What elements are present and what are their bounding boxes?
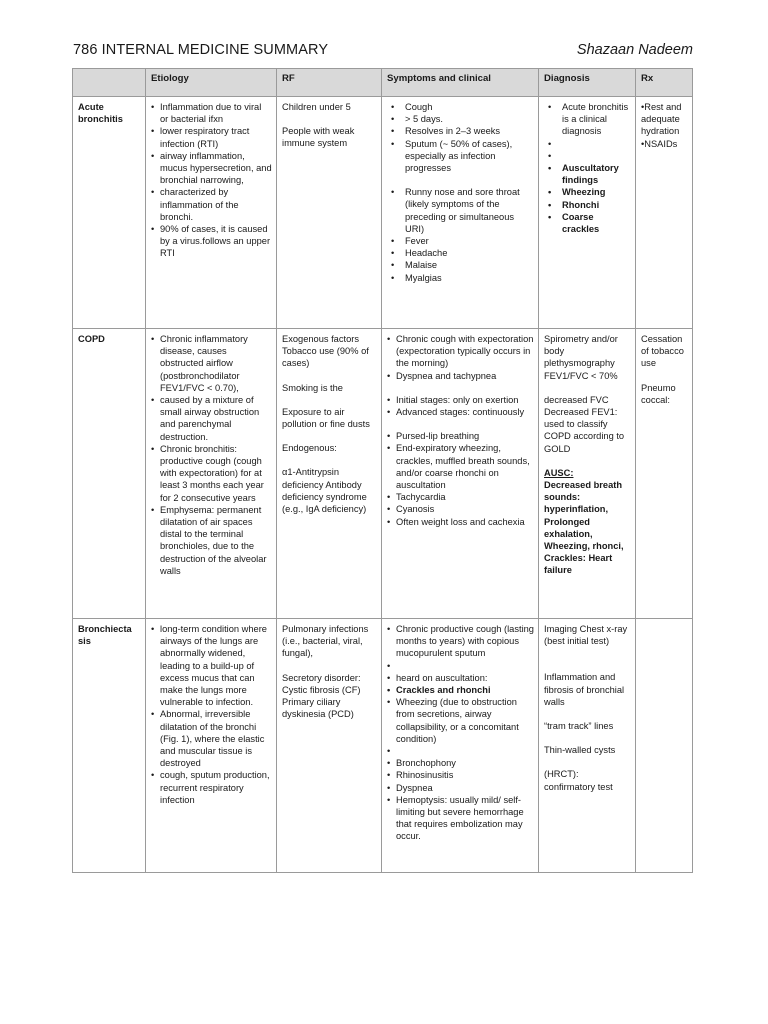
list-item: • Inflammation due to viral or bacterial ifxn	[151, 101, 272, 125]
rf-text: Exogenous factors Tobacco use (90% of cases)	[282, 334, 369, 369]
list-item: • Fever	[387, 235, 534, 247]
list-item: • characterized by inflammation of the bronchi.	[151, 186, 272, 223]
header-symptoms: Symptoms and clinical	[382, 69, 539, 97]
disease-name: COPD	[73, 329, 146, 619]
list-item: • Wheezing (due to obstruction from secretions, airway collapsibility, or a concomitant condition)	[387, 696, 534, 745]
list-item: • End-expiratory wheezing, crackles, muffled breath sounds, and/or coarse rhonchi on auscultation	[387, 442, 534, 491]
diagnosis-cell	[539, 619, 636, 873]
list-item: • Auscultatory findings	[544, 162, 631, 186]
list-item: • Cyanosis	[387, 503, 534, 515]
diagnosis-text: (HRCT): confirmatory test	[544, 769, 613, 792]
list-item: • Chronic cough with expectoration (expectoration typically occurs in the morning)	[387, 333, 534, 370]
list-item: • Cough	[387, 101, 534, 113]
symptoms-list	[387, 101, 534, 284]
rf-cell	[277, 329, 382, 619]
list-item: • Crackles and rhonchi	[387, 684, 534, 696]
diagnosis-fvc: decreased FVC Decreased FEV1: used to classify COPD according to GOLD	[544, 394, 625, 454]
list-item: • Abnormal, irreversible dilatation of the bronchi (Fig. 1), where the elastic and muscular tissue is destroyed	[151, 708, 272, 769]
list-item	[387, 660, 534, 672]
list-item: • Dyspnea	[387, 782, 534, 794]
list-item: • Pursed-lip breathing	[387, 430, 534, 442]
list-item	[544, 138, 631, 150]
disease-name: Bronchiecta sis	[73, 619, 146, 873]
rf-text: Exposure to air pollution or fine dusts	[282, 406, 370, 430]
table-row-copd	[73, 329, 693, 619]
diagnosis-ausc-text: Decreased breath sounds: hyperinflation, Prolonged exhalation, Wheezing, rhonci, Crackles: Heart failure	[544, 480, 624, 576]
list-item: • Wheezing	[544, 186, 631, 198]
diagnosis-text: “tram track” lines	[544, 721, 614, 732]
rx-text: Pneumo coccal:	[641, 382, 676, 405]
list-item: • Advanced stages: continuously	[387, 406, 534, 418]
etiology-cell	[146, 97, 277, 329]
etiology-list	[151, 333, 272, 577]
list-item: • 90% of cases, it is caused by a virus.follows an upper RTI	[151, 223, 272, 260]
symptoms-cell	[382, 329, 539, 619]
table-row-acute-bronchitis	[73, 97, 693, 329]
list-item: • caused by a mixture of small airway obstruction and parenchymal destruction.	[151, 394, 272, 443]
rx-cell	[636, 97, 693, 329]
header-rx: Rx	[636, 69, 693, 97]
diagnosis-text: Inflammation and fibrosis of bronchial walls	[544, 672, 625, 707]
etiology-cell	[146, 619, 277, 873]
list-item	[544, 150, 631, 162]
document-title: 786 INTERNAL MEDICINE SUMMARY	[73, 42, 329, 58]
diagnosis-text: Thin-walled cysts	[544, 745, 616, 756]
rf-text: α1-Antitrypsin deficiency Antibody deficiency syndrome (e.g., IgA deficiency)	[282, 467, 367, 515]
rf-text: Smoking is the	[282, 382, 343, 393]
list-item: • Dyspnea and tachypnea	[387, 370, 534, 382]
diagnosis-list	[544, 101, 631, 235]
etiology-list	[151, 623, 272, 806]
rx-text: •Rest and adequate hydration	[641, 102, 682, 137]
list-item: • Sputum (~ 50% of cases), especially as infection progresses	[387, 138, 534, 175]
list-item: • Chronic bronchitis: productive cough (cough with expectoration) for at least 3 months each year for 2 consecutive years	[151, 443, 272, 504]
author-name: Shazaan Nadeem	[576, 42, 693, 58]
table-row-bronchiectasis	[73, 619, 693, 873]
list-item: • Acute bronchitis is a clinical diagnosis	[544, 101, 631, 138]
header-rf: RF	[277, 69, 382, 97]
list-item: • Resolves in 2–3 weeks	[387, 125, 534, 137]
rf-cell	[277, 97, 382, 329]
table-header-row	[73, 69, 693, 97]
list-item: • Initial stages: only on exertion	[387, 394, 534, 406]
list-item: • Rhinosinusitis	[387, 769, 534, 781]
rf-text: Secretory disorder: Cystic fibrosis (CF) Primary ciliary dyskinesia (PCD)	[282, 672, 361, 720]
diagnosis-cell	[539, 329, 636, 619]
symptoms-cell	[382, 97, 539, 329]
header-etiology: Etiology	[146, 69, 277, 97]
list-item: • Chronic productive cough (lasting months to years) with copious mucopurulent sputum	[387, 623, 534, 660]
symptoms-list	[387, 623, 534, 843]
list-item: • heard on auscultation:	[387, 672, 534, 684]
list-item: • Headache	[387, 247, 534, 259]
diagnosis-text: Imaging Chest x-ray (best initial test)	[544, 624, 628, 647]
header-diagnosis: Diagnosis	[539, 69, 636, 97]
list-item: • Rhonchi	[544, 199, 631, 211]
diagnosis-ausc-label: AUSC:	[544, 467, 574, 478]
rf-text: People with weak immune system	[282, 126, 355, 149]
symptoms-list	[387, 333, 534, 528]
list-item: • Bronchophony	[387, 757, 534, 769]
rf-cell	[277, 619, 382, 873]
rf-text: Children under 5	[282, 102, 351, 112]
rx-text: Cessation of tobacco use	[641, 334, 684, 369]
diagnosis-spirometry: Spirometry and/or body plethysmography FEV1/FVC < 70%	[544, 334, 618, 381]
list-item: • Myalgias	[387, 272, 534, 284]
rx-cell	[636, 619, 693, 873]
list-item: • Coarse crackles	[544, 211, 631, 235]
list-item: • long-term condition where airways of the lungs are abnormally widened, leading to a build-up of excess mucus that can make the lungs more vulnerable to infection.	[151, 623, 272, 708]
etiology-cell	[146, 329, 277, 619]
list-item: • > 5 days.	[387, 113, 534, 125]
list-item: • Often weight loss and cachexia	[387, 516, 534, 528]
list-item: • lower respiratory tract infection (RTI)	[151, 125, 272, 149]
rf-text: Endogenous:	[282, 443, 337, 454]
page-header	[73, 42, 693, 62]
list-item	[387, 745, 534, 757]
list-item: • Tachycardia	[387, 491, 534, 503]
header-blank-cell	[73, 69, 146, 97]
diagnosis-cell	[539, 97, 636, 329]
list-item: • Hemoptysis: usually mild/ self-limiting but severe hemorrhage that requires embolization may occur.	[387, 794, 534, 843]
disease-name: Acute bronchitis	[73, 97, 146, 329]
summary-table	[72, 68, 693, 873]
symptoms-cell	[382, 619, 539, 873]
list-item: • Emphysema: permanent dilatation of air spaces distal to the terminal bronchioles, due to the destruction of the alveolar walls	[151, 504, 272, 577]
rx-cell	[636, 329, 693, 619]
list-item: • Chronic inflammatory disease, causes obstructed airflow (postbronchodilator FEV1/FVC < 0.70),	[151, 333, 272, 394]
list-item: • Malaise	[387, 259, 534, 271]
list-item: • cough, sputum production, recurrent respiratory infection	[151, 769, 272, 806]
list-item: • airway inflammation, mucus hypersecretion, and bronchial narrowing,	[151, 150, 272, 187]
etiology-list	[151, 101, 272, 260]
rx-text: •NSAIDs	[641, 138, 678, 149]
rf-text: Pulmonary infections (i.e., bacterial, viral, fungal),	[282, 624, 369, 659]
list-item: • Runny nose and sore throat (likely symptoms of the preceding or simultaneous URI)	[387, 186, 534, 235]
